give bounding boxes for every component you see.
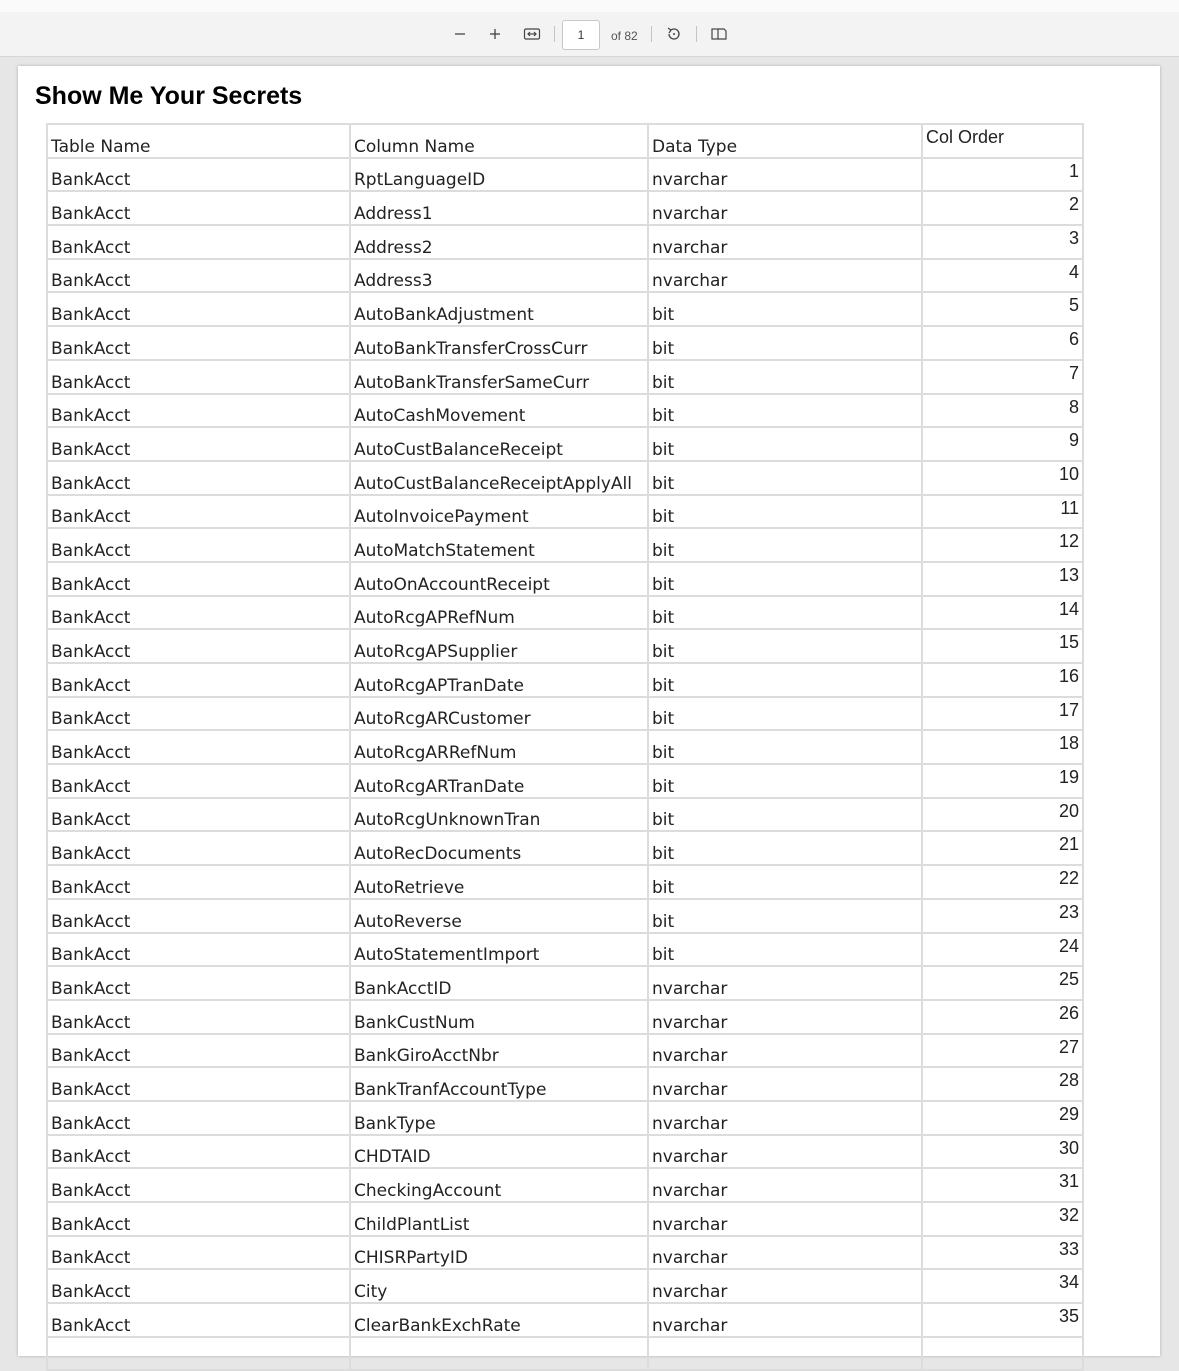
cell-data-type: bit — [648, 697, 922, 731]
cell-data-type: bit — [648, 292, 922, 326]
cell-table-name: BankAcct — [47, 1236, 350, 1270]
cell-column-name: AutoRcgAPSupplier — [350, 629, 648, 663]
cell-col-order: 12 — [922, 528, 1083, 562]
cell-column-name: AutoBankAdjustment — [350, 292, 648, 326]
table-row — [47, 225, 1083, 259]
page-number-input[interactable] — [562, 20, 600, 50]
cell-col-order: 14 — [922, 596, 1083, 630]
cell-col-order: 9 — [922, 427, 1083, 461]
cell-column-name: AutoCashMovement — [350, 394, 648, 428]
table-row — [47, 1000, 1083, 1034]
cell-table-name: BankAcct — [47, 360, 350, 394]
cell-table-name: BankAcct — [47, 461, 350, 495]
fit-width-button[interactable] — [520, 22, 544, 46]
cell-data-type: bit — [648, 427, 922, 461]
cell-col-order: 7 — [922, 360, 1083, 394]
cell-data-type: bit — [648, 495, 922, 529]
pdf-toolbar — [0, 12, 1179, 57]
cell-column-name: AutoCustBalanceReceiptApplyAll — [350, 461, 648, 495]
header-col-order: Col Order — [922, 124, 1083, 158]
table-row — [47, 629, 1083, 663]
table-row — [47, 326, 1083, 360]
cell-column-name: AutoRcgARRefNum — [350, 730, 648, 764]
document-title: Show Me Your Secrets — [35, 82, 303, 110]
table-row — [47, 1236, 1083, 1270]
cell-col-order: 27 — [922, 1034, 1083, 1068]
cell-table-name: BankAcct — [47, 225, 350, 259]
cell-data-type: bit — [648, 326, 922, 360]
cell-column-name: BankTranfAccountType — [350, 1067, 648, 1101]
header-column-name: Column Name — [350, 124, 648, 158]
cell-column-name: BankType — [350, 1101, 648, 1135]
table-row — [47, 1337, 1083, 1371]
cell-column-name: AutoRcgUnknownTran — [350, 798, 648, 832]
table-row — [47, 966, 1083, 1000]
table-header-row — [47, 124, 1083, 158]
cell-col-order: 16 — [922, 663, 1083, 697]
cell-col-order: 21 — [922, 831, 1083, 865]
cell-data-type: bit — [648, 528, 922, 562]
table-row — [47, 1202, 1083, 1236]
fit-width-icon — [523, 27, 541, 41]
table-row — [47, 1269, 1083, 1303]
cell-column-name: CHDTAID — [350, 1135, 648, 1169]
cell-column-name: BankGiroAcctNbr — [350, 1034, 648, 1068]
cell-col-order: 29 — [922, 1101, 1083, 1135]
cell-col-order: 26 — [922, 1000, 1083, 1034]
page-view-icon — [710, 26, 728, 42]
cell-data-type: bit — [648, 831, 922, 865]
cell-data-type: bit — [648, 360, 922, 394]
cell-table-name — [47, 1337, 350, 1371]
table-row — [47, 528, 1083, 562]
cell-table-name: BankAcct — [47, 1067, 350, 1101]
table-row — [47, 1034, 1083, 1068]
cell-col-order: 5 — [922, 292, 1083, 326]
cell-data-type: bit — [648, 730, 922, 764]
cell-table-name: BankAcct — [47, 730, 350, 764]
cell-col-order: 31 — [922, 1168, 1083, 1202]
cell-table-name: BankAcct — [47, 259, 350, 293]
table-row — [47, 663, 1083, 697]
cell-table-name: BankAcct — [47, 831, 350, 865]
cell-data-type: nvarchar — [648, 1000, 922, 1034]
cell-col-order: 30 — [922, 1135, 1083, 1169]
cell-col-order: 35 — [922, 1303, 1083, 1337]
cell-column-name: AutoBankTransferCrossCurr — [350, 326, 648, 360]
cell-col-order: 28 — [922, 1067, 1083, 1101]
cell-col-order: 10 — [922, 461, 1083, 495]
table-row — [47, 292, 1083, 326]
cell-data-type: nvarchar — [648, 1303, 922, 1337]
cell-col-order: 18 — [922, 730, 1083, 764]
cell-table-name: BankAcct — [47, 933, 350, 967]
table-row — [47, 562, 1083, 596]
cell-column-name: Address3 — [350, 259, 648, 293]
cell-data-type: bit — [648, 798, 922, 832]
plus-icon — [488, 27, 502, 41]
cell-table-name: BankAcct — [47, 1101, 350, 1135]
cell-col-order — [922, 1337, 1083, 1371]
cell-data-type: nvarchar — [648, 259, 922, 293]
table-row — [47, 461, 1083, 495]
cell-col-order: 1 — [922, 158, 1083, 192]
cell-col-order: 20 — [922, 798, 1083, 832]
cell-data-type: bit — [648, 663, 922, 697]
cell-col-order: 19 — [922, 764, 1083, 798]
cell-col-order: 11 — [922, 495, 1083, 529]
toolbar-divider — [651, 26, 652, 42]
zoom-in-button[interactable] — [483, 22, 507, 46]
cell-data-type: bit — [648, 899, 922, 933]
table-row — [47, 191, 1083, 225]
cell-table-name: BankAcct — [47, 562, 350, 596]
table-row — [47, 831, 1083, 865]
cell-data-type: nvarchar — [648, 1236, 922, 1270]
cell-table-name: BankAcct — [47, 629, 350, 663]
cell-column-name: ChildPlantList — [350, 1202, 648, 1236]
cell-column-name: BankCustNum — [350, 1000, 648, 1034]
table-row — [47, 259, 1083, 293]
cell-table-name: BankAcct — [47, 528, 350, 562]
rotate-button[interactable] — [662, 22, 686, 46]
toolbar-divider — [554, 26, 555, 42]
table-row — [47, 899, 1083, 933]
cell-col-order: 34 — [922, 1269, 1083, 1303]
cell-table-name: BankAcct — [47, 292, 350, 326]
zoom-out-button[interactable] — [448, 22, 472, 46]
cell-data-type — [648, 1337, 922, 1371]
cell-data-type: bit — [648, 629, 922, 663]
table-row — [47, 158, 1083, 192]
cell-table-name: BankAcct — [47, 394, 350, 428]
cell-table-name: BankAcct — [47, 596, 350, 630]
secrets-table — [46, 123, 1084, 1371]
cell-column-name: BankAcctID — [350, 966, 648, 1000]
cell-data-type: bit — [648, 461, 922, 495]
cell-table-name: BankAcct — [47, 191, 350, 225]
cell-table-name: BankAcct — [47, 663, 350, 697]
cell-col-order: 23 — [922, 899, 1083, 933]
cell-col-order: 25 — [922, 966, 1083, 1000]
table-row — [47, 764, 1083, 798]
cell-table-name: BankAcct — [47, 899, 350, 933]
table-row — [47, 1101, 1083, 1135]
cell-table-name: BankAcct — [47, 966, 350, 1000]
cell-column-name: Address1 — [350, 191, 648, 225]
cell-column-name: AutoRcgARTranDate — [350, 764, 648, 798]
table-row — [47, 798, 1083, 832]
cell-data-type: nvarchar — [648, 1034, 922, 1068]
cell-column-name: AutoCustBalanceReceipt — [350, 427, 648, 461]
cell-column-name: City — [350, 1269, 648, 1303]
cell-col-order: 24 — [922, 933, 1083, 967]
cell-table-name: BankAcct — [47, 495, 350, 529]
cell-table-name: BankAcct — [47, 1168, 350, 1202]
cell-data-type: nvarchar — [648, 1101, 922, 1135]
cell-col-order: 8 — [922, 394, 1083, 428]
cell-table-name: BankAcct — [47, 1269, 350, 1303]
table-row — [47, 697, 1083, 731]
cell-column-name: AutoRcgAPRefNum — [350, 596, 648, 630]
cell-data-type: nvarchar — [648, 1269, 922, 1303]
cell-col-order: 22 — [922, 865, 1083, 899]
cell-column-name: AutoRecDocuments — [350, 831, 648, 865]
cell-column-name: AutoOnAccountReceipt — [350, 562, 648, 596]
cell-data-type: nvarchar — [648, 1135, 922, 1169]
cell-data-type: nvarchar — [648, 1067, 922, 1101]
table-row — [47, 1135, 1083, 1169]
cell-data-type: bit — [648, 933, 922, 967]
cell-data-type: nvarchar — [648, 1202, 922, 1236]
cell-table-name: BankAcct — [47, 1303, 350, 1337]
table-row — [47, 1067, 1083, 1101]
page-count-label: of 82 — [611, 29, 638, 43]
cell-column-name: AutoRcgARCustomer — [350, 697, 648, 731]
cell-column-name: AutoRetrieve — [350, 865, 648, 899]
page-view-button[interactable] — [707, 22, 731, 46]
cell-table-name: BankAcct — [47, 427, 350, 461]
table-row — [47, 495, 1083, 529]
cell-col-order: 2 — [922, 191, 1083, 225]
cell-column-name: AutoReverse — [350, 899, 648, 933]
pdf-page — [18, 66, 1160, 1356]
cell-table-name: BankAcct — [47, 1135, 350, 1169]
cell-data-type: nvarchar — [648, 225, 922, 259]
cell-table-name: BankAcct — [47, 865, 350, 899]
cell-data-type: bit — [648, 865, 922, 899]
cell-data-type: nvarchar — [648, 191, 922, 225]
cell-col-order: 3 — [922, 225, 1083, 259]
cell-table-name: BankAcct — [47, 326, 350, 360]
cell-table-name: BankAcct — [47, 798, 350, 832]
cell-col-order: 6 — [922, 326, 1083, 360]
cell-data-type: nvarchar — [648, 158, 922, 192]
cell-data-type: bit — [648, 596, 922, 630]
cell-col-order: 13 — [922, 562, 1083, 596]
cell-column-name: RptLanguageID — [350, 158, 648, 192]
table-row — [47, 360, 1083, 394]
cell-col-order: 4 — [922, 259, 1083, 293]
cell-col-order: 15 — [922, 629, 1083, 663]
table-row — [47, 933, 1083, 967]
cell-column-name — [350, 1337, 648, 1371]
cell-col-order: 33 — [922, 1236, 1083, 1270]
top-strip — [0, 0, 1179, 12]
cell-column-name: AutoMatchStatement — [350, 528, 648, 562]
cell-column-name: AutoStatementImport — [350, 933, 648, 967]
cell-table-name: BankAcct — [47, 1034, 350, 1068]
table-row — [47, 865, 1083, 899]
cell-column-name: AutoBankTransferSameCurr — [350, 360, 648, 394]
cell-table-name: BankAcct — [47, 1000, 350, 1034]
cell-data-type: bit — [648, 562, 922, 596]
cell-data-type: bit — [648, 394, 922, 428]
header-data-type: Data Type — [648, 124, 922, 158]
header-table-name: Table Name — [47, 124, 350, 158]
cell-column-name: CheckingAccount — [350, 1168, 648, 1202]
cell-table-name: BankAcct — [47, 1202, 350, 1236]
cell-column-name: CHISRPartyID — [350, 1236, 648, 1270]
cell-data-type: nvarchar — [648, 966, 922, 1000]
cell-column-name: AutoInvoicePayment — [350, 495, 648, 529]
cell-col-order: 17 — [922, 697, 1083, 731]
table-row — [47, 427, 1083, 461]
minus-icon — [453, 27, 467, 41]
cell-table-name: BankAcct — [47, 158, 350, 192]
cell-table-name: BankAcct — [47, 697, 350, 731]
table-row — [47, 596, 1083, 630]
table-row — [47, 1303, 1083, 1337]
cell-column-name: AutoRcgAPTranDate — [350, 663, 648, 697]
cell-column-name: Address2 — [350, 225, 648, 259]
table-row — [47, 1168, 1083, 1202]
cell-column-name: ClearBankExchRate — [350, 1303, 648, 1337]
cell-col-order: 32 — [922, 1202, 1083, 1236]
cell-data-type: nvarchar — [648, 1168, 922, 1202]
toolbar-divider — [696, 26, 697, 42]
rotate-icon — [665, 25, 683, 43]
table-row — [47, 730, 1083, 764]
cell-data-type: bit — [648, 764, 922, 798]
cell-table-name: BankAcct — [47, 764, 350, 798]
table-row — [47, 394, 1083, 428]
